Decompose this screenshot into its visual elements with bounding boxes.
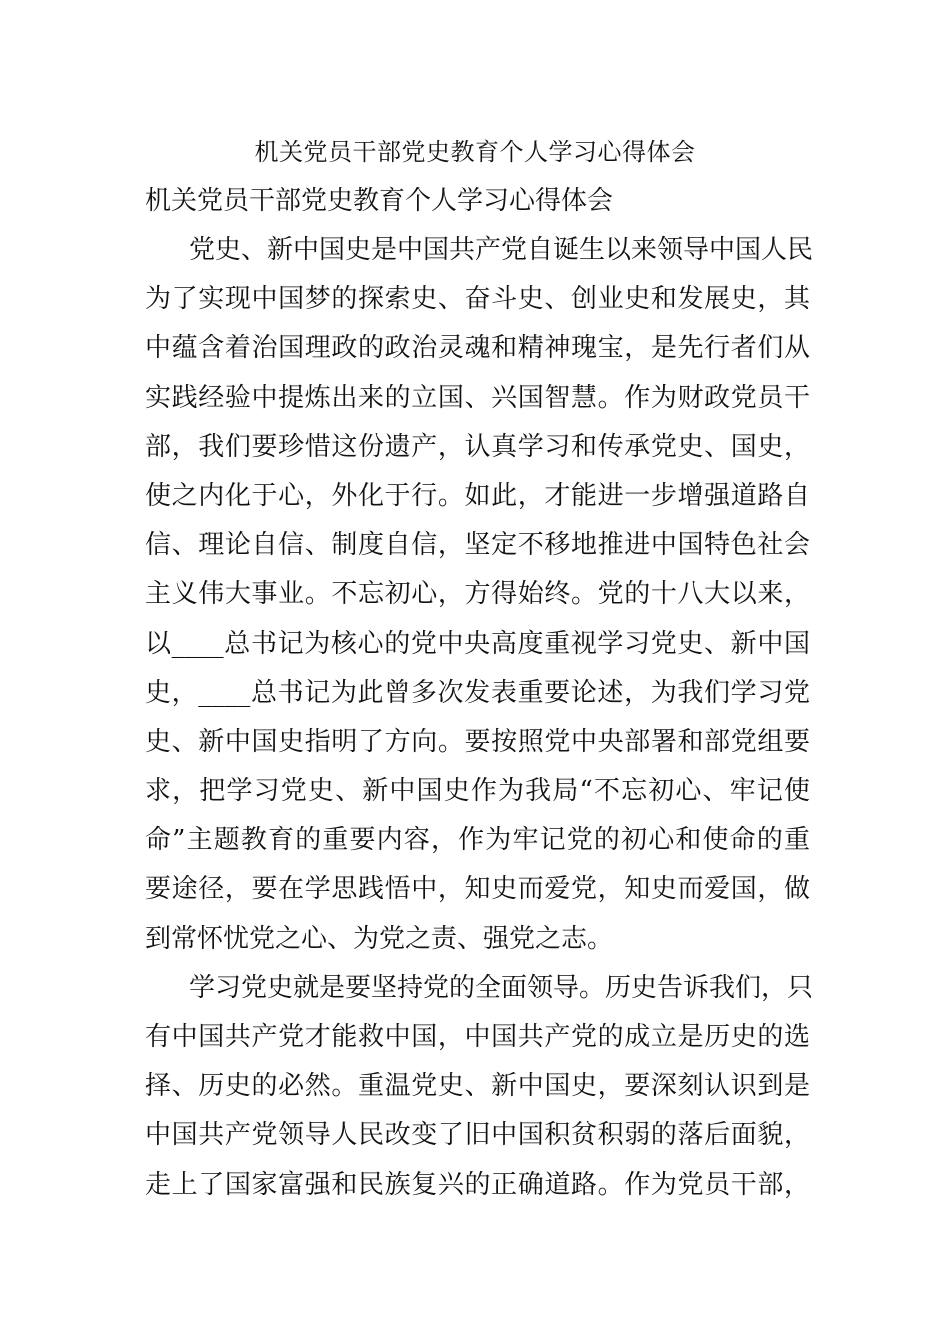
paragraph-line: 命”主题教育的重要内容，作为牢记党的初心和使命的重 xyxy=(145,825,810,856)
paragraph-line: 实践经验中提炼出来的立国、兴国智慧。作为财政党员干 xyxy=(145,382,810,413)
paragraph-line: 以____总书记为核心的党中央高度重视学习党史、新中国 xyxy=(145,628,810,659)
paragraph-line: 中国共产党领导人民改变了旧中国积贫积弱的落后面貌， xyxy=(145,1120,810,1151)
paragraph-line: 学习党史就是要坚持党的全面领导。历史告诉我们，只 xyxy=(189,972,814,1003)
paragraph-line: 使之内化于心，外化于行。如此，才能进一步增强道路自 xyxy=(145,480,810,511)
paragraph-line: 求，把学习党史、新中国史作为我局“不忘初心、牢记使 xyxy=(145,776,810,807)
paragraph-line: 部，我们要珍惜这份遗产，认真学习和传承党史、国史， xyxy=(145,431,810,462)
paragraph-2 xyxy=(145,964,814,1210)
document-body xyxy=(145,176,814,1210)
paragraph-line: 要途径，要在学思践悟中，知史而爱党，知史而爱国，做 xyxy=(145,874,810,905)
paragraph-line: 到常怀忧党之心、为党之责、强党之志。 xyxy=(145,923,614,954)
paragraph-line: 有中国共产党才能救中国，中国共产党的成立是历史的选 xyxy=(145,1022,810,1052)
paragraph-line: 走上了国家富强和民族复兴的正确道路。作为党员干部， xyxy=(145,1169,810,1200)
paragraph-1 xyxy=(145,226,814,964)
document-subtitle: 机关党员干部党史教育个人学习心得体会 xyxy=(145,186,614,216)
document-title: 机关党员干部党史教育个人学习心得体会 xyxy=(254,138,696,166)
paragraph-line: 信、理论自信、制度自信，坚定不移地推进中国特色社会 xyxy=(145,530,810,561)
paragraph-line: 主义伟大事业。不忘初心，方得始终。党的十八大以来， xyxy=(145,579,810,610)
paragraph-line: 择、历史的必然。重温党史、新中国史，要深刻认识到是 xyxy=(145,1071,810,1102)
paragraph-line: 为了实现中国梦的探索史、奋斗史、创业史和发展史，其 xyxy=(145,284,810,315)
paragraph-line: 史，____总书记为此曾多次发表重要论述，为我们学习党 xyxy=(145,677,810,708)
paragraph-line: 中蕴含着治国理政的政治灵魂和精神瑰宝，是先行者们从 xyxy=(145,333,810,364)
paragraph-line: 史、新中国史指明了方向。要按照党中央部署和部党组要 xyxy=(145,726,810,757)
paragraph-line: 党史、新中国史是中国共产党自诞生以来领导中国人民 xyxy=(189,235,814,265)
